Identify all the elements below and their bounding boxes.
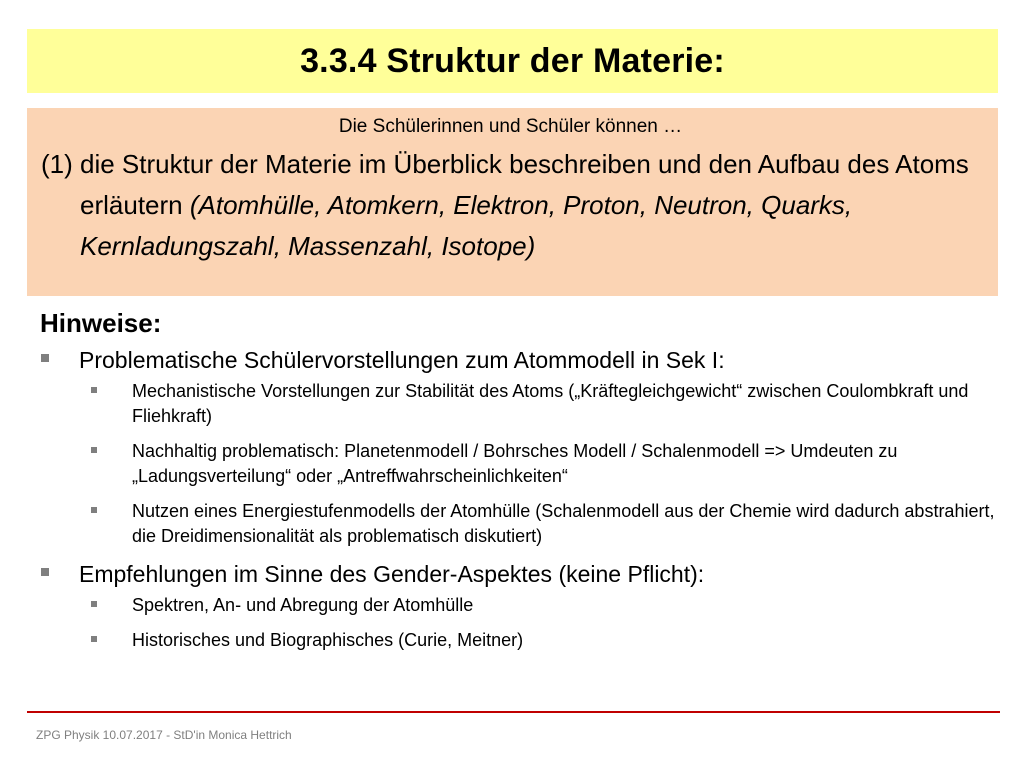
square-bullet-icon [91,447,97,453]
square-bullet-icon [91,507,97,513]
notes-heading: Hinweise: [40,308,162,338]
objective-text [41,144,980,267]
square-bullet-icon [41,354,49,362]
title-bar [27,29,998,93]
list-item-text: Empfehlungen im Sinne des Gender-Aspektes (keine Pflicht): [79,561,705,587]
notes-list [40,345,1000,653]
objective-text-italic: (Atomhülle, Atomkern, Elektron, Proton, Neutron, Quarks, Kernladungszahl, Massenzahl, Isotope) [80,190,853,261]
objective-intro: Die Schülerinnen und Schüler können … [338,116,683,137]
square-bullet-icon [91,601,97,607]
objective-box [27,108,998,296]
sub-list-item [79,593,1000,618]
sub-list-item-text: Mechanistische Vorstellungen zur Stabilität des Atoms („Kräftegleichgewicht“ zwischen Coulombkraft und Fliehkraft) [132,381,969,426]
sub-list [79,593,1000,653]
sub-list-item-text: Spektren, An- und Abregung der Atomhülle [132,595,474,615]
sub-list-item-text: Nutzen eines Energiestufenmodells der Atomhülle (Schalenmodell aus der Chemie wird dadurch abstrahiert, die Dreidimensionalität als problematisch diskutiert) [132,501,995,546]
list-item [40,345,1000,549]
sub-list-item-text: Nachhaltig problematisch: Planetenmodell / Bohrsches Modell / Schalenmodell => Umdeuten zu „Ladungsverteilung“ oder „Antreffwahrscheinlichkeiten“ [132,441,898,486]
square-bullet-icon [41,568,49,576]
sub-list [79,379,1000,549]
list-item [40,559,1000,653]
sub-list-item [79,439,1000,489]
square-bullet-icon [91,387,97,393]
notes-section [40,308,1000,663]
slide-title: 3.3.4 Struktur der Materie: [300,41,725,80]
sub-list-item-text: Historisches und Biographisches (Curie, Meitner) [132,630,524,650]
sub-list-item [79,628,1000,653]
square-bullet-icon [91,636,97,642]
objective-text-main: (1) die Struktur der Materie im Überblick beschreiben und den Aufbau des Atoms erläutern [41,149,969,220]
list-item-text: Problematische Schülervorstellungen zum Atommodell in Sek I: [79,347,725,373]
sub-list-item [79,379,1000,429]
sub-list-item [79,499,1000,549]
footer-divider [27,711,1000,713]
footer-text: ZPG Physik 10.07.2017 - StD'in Monica Hettrich [36,728,292,742]
